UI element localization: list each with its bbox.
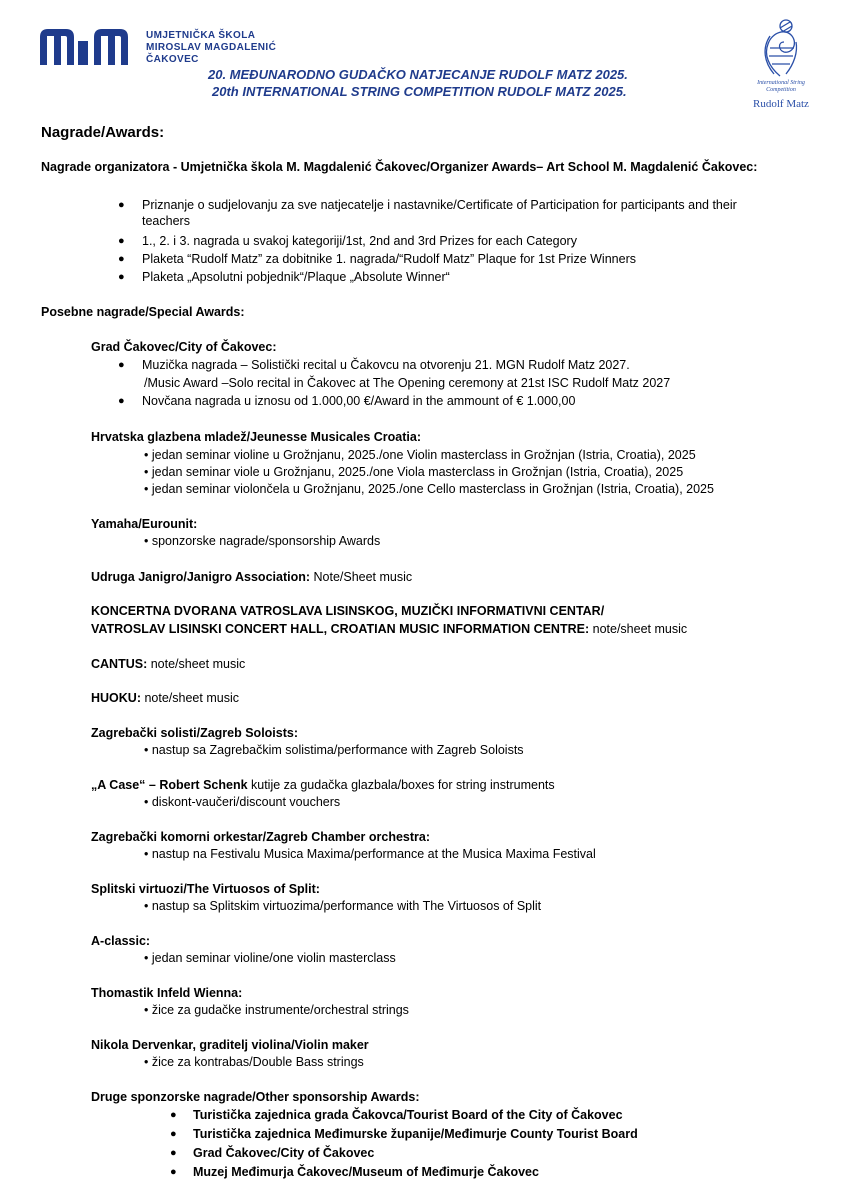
list-item: Priznanje o sudjelovanju za sve natjecatelje i nastavnike/Certificate of Participation for participants and their teachers [142,198,737,228]
bullet: ● [118,235,125,247]
list-item: Muzej Međimurja Čakovec/Museum of Međimurje Čakovec [193,1165,539,1179]
list-item: Plaketa “Rudolf Matz” za dobitnike 1. nagrada/“Rudolf Matz” Plaque for 1st Prize Winners [142,252,636,266]
zagreb-soloists-title: Zagrebački solisti/Zagreb Soloists: [91,726,299,740]
organizer-title: Nagrade organizatora - Umjetnička škola M. Magdalenić Čakovec/Organizer Awards– Art School M. Magdalenić Čakovec: [41,160,758,174]
list-item-cont: /Music Award –Solo recital in Čakovec at The Opening ceremony at 21st ISC Rudolf Matz 2027 [144,376,671,390]
list-item: • žice za kontrabas/Double Bass strings [144,1055,364,1069]
competition-seal: International String Competition Rudolf Matz [750,18,812,113]
lisinski-line1: KONCERTNA DVORANA VATROSLAVA LISINSKOG, MUZIČKI INFORMATIVNI CENTAR/ [91,604,605,618]
list-item: • diskont-vaučeri/discount vouchers [144,795,341,809]
bullet: ● [170,1109,177,1121]
list-item: 1., 2. i 3. nagrada u svakoj kategoriji/1st, 2nd and 3rd Prizes for each Category [142,234,577,248]
list-item: • nastup sa Zagrebačkim solistima/performance with Zagreb Soloists [144,743,524,757]
list-item: • sponzorske nagrade/sponsorship Awards [144,534,381,548]
bullet: ● [170,1147,177,1159]
jmc-title: Hrvatska glazbena mladež/Jeunesse Musicales Croatia: [91,430,422,444]
bullet: ● [170,1128,177,1140]
acase-line: „A Case“ – Robert Schenk kutije za gudačka glazbala/boxes for string instruments [91,778,555,792]
page-heading: Nagrade/Awards: [41,124,165,141]
list-item: Grad Čakovec/City of Čakovec [193,1146,375,1160]
yamaha-title: Yamaha/Eurounit: [91,517,198,531]
list-item: • jedan seminar viole u Grožnjanu, 2025./one Viola masterclass in Grožnjan (Istria, Croatia), 2025 [144,465,684,479]
cello-scroll-icon [750,18,812,78]
chamber-title: Zagrebački komorni orkestar/Zagreb Chamber orchestra: [91,830,431,844]
bullet: ● [170,1166,177,1178]
special-title: Posebne nagrade/Special Awards: [41,305,245,319]
list-item: • jedan seminar violončela u Grožnjanu, 2025./one Cello masterclass in Grožnjan (Istria, Croatia), 2025 [144,482,714,496]
bullet: ● [118,199,125,211]
list-item: • jedan seminar violine/one violin masterclass [144,951,396,965]
bullet: ● [118,271,125,283]
competition-title-hr: 20. MEĐUNARODNO GUDAČKO NATJECANJE RUDOLF MATZ 2025. [208,67,628,82]
list-item: Muzička nagrada – Solistički recital u Čakovcu na otvorenju 21. MGN Rudolf Matz 2027. [142,358,630,372]
janigro-line: Udruga Janigro/Janigro Association: Note/Sheet music [91,570,413,584]
huoku-line: HUOKU: note/sheet music [91,691,239,705]
aclassic-title: A-classic: [91,934,151,948]
lisinski-line2: VATROSLAV LISINSKI CONCERT HALL, CROATIAN MUSIC INFORMATION CENTRE: note/sheet music [91,622,688,636]
school-logo [38,27,138,67]
list-item: Turistička zajednica grada Čakovca/Tourist Board of the City of Čakovec [193,1108,623,1122]
seal-name: Rudolf Matz [753,98,809,110]
dervenkar-title: Nikola Dervenkar, graditelj violina/Violin maker [91,1038,369,1052]
cantus-line: CANTUS: note/sheet music [91,657,246,671]
list-item: Turistička zajednica Međimurske županije/Međimurje County Tourist Board [193,1127,638,1141]
bullet: ● [118,253,125,265]
other-title: Druge sponzorske nagrade/Other sponsorship Awards: [91,1090,420,1104]
school-name: UMJETNIČKA ŠKOLA MIROSLAV MAGDALENIĆ ČAKOVEC [146,30,277,65]
bullet: ● [118,359,125,371]
thomastik-title: Thomastik Infeld Wienna: [91,986,243,1000]
competition-title-en: 20th INTERNATIONAL STRING COMPETITION RUDOLF MATZ 2025. [212,84,627,99]
list-item: Plaketa „Apsolutni pobjednik“/Plaque „Absolute Winner“ [142,270,450,284]
list-item: • jedan seminar violine u Grožnjanu, 2025./one Violin masterclass in Grožnjan (Istria, Croatia), 2025 [144,448,696,462]
list-item: Novčana nagrada u iznosu od 1.000,00 €/Award in the ammount of € 1.000,00 [142,394,576,408]
split-title: Splitski virtuozi/The Virtuosos of Split: [91,882,320,896]
list-item: • nastup na Festivalu Musica Maxima/performance at the Musica Maxima Festival [144,847,596,861]
list-item: • žice za gudačke instrumente/orchestral strings [144,1003,409,1017]
bullet: ● [118,395,125,407]
city-title: Grad Čakovec/City of Čakovec: [91,340,277,354]
list-item: • nastup sa Splitskim virtuozima/performance with The Virtuosos of Split [144,899,542,913]
